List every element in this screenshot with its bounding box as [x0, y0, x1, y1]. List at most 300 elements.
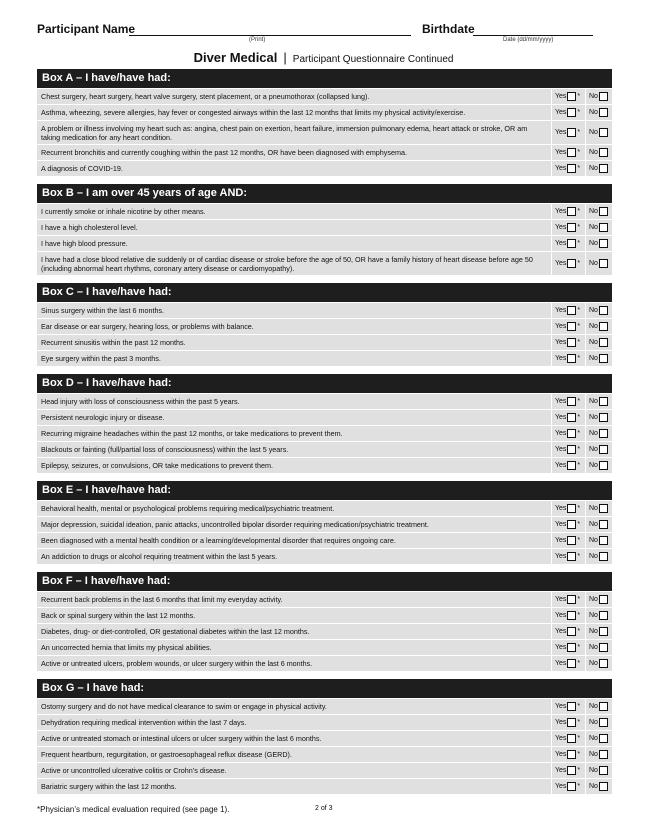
box-header: Box C – I have/have had:	[37, 283, 612, 302]
box-c	[37, 283, 612, 367]
title-separator: |	[283, 50, 287, 65]
box-header: Box B – I am over 45 years of age AND:	[37, 184, 612, 203]
no-checkbox[interactable]	[599, 207, 608, 216]
question-row	[37, 549, 612, 565]
yes-label: Yes	[555, 612, 567, 619]
no-checkbox[interactable]	[599, 782, 608, 791]
question-text: Bariatric surgery within the last 12 months.	[41, 782, 177, 791]
birthdate-label: Birthdate	[422, 22, 475, 36]
yes-label: Yes	[555, 93, 567, 100]
no-label: No	[589, 307, 598, 314]
no-checkbox[interactable]	[599, 338, 608, 347]
question-row	[37, 220, 612, 236]
no-checkbox[interactable]	[599, 92, 608, 101]
no-option	[585, 779, 612, 794]
yes-label: Yes	[555, 149, 567, 156]
yes-label: Yes	[555, 165, 567, 172]
yes-label: Yes	[555, 307, 567, 314]
no-checkbox[interactable]	[599, 643, 608, 652]
question-row	[37, 624, 612, 640]
yes-checkbox[interactable]	[567, 782, 576, 791]
yes-checkbox[interactable]	[567, 445, 576, 454]
yes-label: Yes	[555, 260, 567, 267]
question-text: Ear disease or ear surgery, hearing loss, or problems with balance.	[41, 322, 254, 331]
physician-required-mark: *	[577, 462, 581, 469]
yes-label: Yes	[555, 767, 567, 774]
question-text: Recurrent sinusitis within the past 12 months.	[41, 338, 186, 347]
yes-option	[551, 715, 585, 730]
physician-required-mark: *	[577, 240, 581, 247]
no-checkbox[interactable]	[599, 766, 608, 775]
no-option	[585, 89, 612, 104]
question-row	[37, 303, 612, 319]
yes-option	[551, 161, 585, 176]
question-row	[37, 426, 612, 442]
title-sub: Participant Questionnaire Continued	[292, 54, 454, 65]
no-checkbox[interactable]	[599, 734, 608, 743]
physician-required-mark: *	[577, 719, 581, 726]
physician-required-mark: *	[577, 93, 581, 100]
no-option	[585, 747, 612, 762]
yes-label: Yes	[555, 553, 567, 560]
no-label: No	[589, 414, 598, 421]
no-checkbox[interactable]	[599, 627, 608, 636]
document-title	[0, 50, 647, 65]
yes-option	[551, 410, 585, 425]
yes-option	[551, 517, 585, 532]
no-label: No	[589, 660, 598, 667]
yes-option	[551, 351, 585, 366]
yes-label: Yes	[555, 339, 567, 346]
no-label: No	[589, 355, 598, 362]
physician-required-mark: *	[577, 208, 581, 215]
no-label: No	[589, 323, 598, 330]
question-row	[37, 121, 612, 145]
yes-checkbox[interactable]	[567, 659, 576, 668]
no-option	[585, 533, 612, 548]
no-option	[585, 458, 612, 473]
questionnaire-boxes	[37, 69, 612, 802]
physician-required-mark: *	[577, 644, 581, 651]
no-label: No	[589, 129, 598, 136]
date-format-label: Date (dd/mm/yyyy)	[503, 37, 554, 43]
box-header: Box G – I have had:	[37, 679, 612, 698]
no-label: No	[589, 521, 598, 528]
yes-label: Yes	[555, 355, 567, 362]
no-option	[585, 303, 612, 318]
question-row	[37, 501, 612, 517]
yes-option	[551, 220, 585, 235]
yes-option	[551, 592, 585, 607]
no-option	[585, 763, 612, 778]
question-row	[37, 351, 612, 367]
yes-label: Yes	[555, 505, 567, 512]
question-text: I have had a close blood relative die suddenly or of cardiac disease or stroke before the age of 50, OR have a family history of heart disease before age 50 (including abnormal heart rhythms, coronary artery disease or cardiomyopathy).	[41, 254, 533, 273]
question-row	[37, 533, 612, 549]
question-row	[37, 699, 612, 715]
yes-option	[551, 549, 585, 564]
box-g	[37, 679, 612, 795]
yes-checkbox[interactable]	[567, 643, 576, 652]
physician-required-mark: *	[577, 767, 581, 774]
yes-option	[551, 394, 585, 409]
question-row	[37, 410, 612, 426]
yes-checkbox[interactable]	[567, 306, 576, 315]
box-header: Box F – I have/have had:	[37, 572, 612, 591]
no-label: No	[589, 553, 598, 560]
birthdate-field[interactable]	[473, 35, 593, 36]
no-option	[585, 220, 612, 235]
yes-option	[551, 747, 585, 762]
question-row	[37, 319, 612, 335]
no-checkbox[interactable]	[599, 306, 608, 315]
yes-checkbox[interactable]	[567, 718, 576, 727]
yes-label: Yes	[555, 208, 567, 215]
no-option	[585, 640, 612, 655]
yes-option	[551, 779, 585, 794]
no-label: No	[589, 93, 598, 100]
yes-option	[551, 319, 585, 334]
yes-checkbox[interactable]	[567, 766, 576, 775]
no-checkbox[interactable]	[599, 397, 608, 406]
yes-checkbox[interactable]	[567, 504, 576, 513]
yes-option	[551, 640, 585, 655]
physician-required-mark: *	[577, 165, 581, 172]
yes-checkbox[interactable]	[567, 536, 576, 545]
yes-checkbox[interactable]	[567, 595, 576, 604]
yes-checkbox[interactable]	[567, 92, 576, 101]
box-e	[37, 481, 612, 565]
no-option	[585, 592, 612, 607]
footer	[37, 805, 612, 814]
yes-label: Yes	[555, 240, 567, 247]
no-checkbox[interactable]	[599, 611, 608, 620]
physician-required-mark: *	[577, 430, 581, 437]
question-text: Sinus surgery within the last 6 months.	[41, 306, 165, 315]
yes-checkbox[interactable]	[567, 164, 576, 173]
yes-checkbox[interactable]	[567, 520, 576, 529]
question-row	[37, 458, 612, 474]
question-text: Recurring migraine headaches within the past 12 months, or take medications to prevent them.	[41, 429, 343, 438]
yes-checkbox[interactable]	[567, 148, 576, 157]
question-row	[37, 145, 612, 161]
physician-required-mark: *	[577, 446, 581, 453]
yes-checkbox[interactable]	[567, 223, 576, 232]
physician-required-mark: *	[577, 735, 581, 742]
box-b	[37, 184, 612, 276]
physician-required-mark: *	[577, 783, 581, 790]
no-option	[585, 517, 612, 532]
yes-label: Yes	[555, 129, 567, 136]
no-label: No	[589, 767, 598, 774]
no-option	[585, 161, 612, 176]
yes-option	[551, 763, 585, 778]
yes-option	[551, 731, 585, 746]
yes-label: Yes	[555, 751, 567, 758]
yes-label: Yes	[555, 537, 567, 544]
yes-checkbox[interactable]	[567, 734, 576, 743]
yes-option	[551, 145, 585, 160]
yes-checkbox[interactable]	[567, 552, 576, 561]
yes-option	[551, 105, 585, 120]
yes-option	[551, 533, 585, 548]
yes-label: Yes	[555, 660, 567, 667]
no-checkbox[interactable]	[599, 259, 608, 268]
no-checkbox[interactable]	[599, 354, 608, 363]
question-text: Eye surgery within the past 3 months.	[41, 354, 161, 363]
no-checkbox[interactable]	[599, 536, 608, 545]
physician-required-mark: *	[577, 109, 581, 116]
box-f	[37, 572, 612, 672]
no-label: No	[589, 751, 598, 758]
physician-required-mark: *	[577, 703, 581, 710]
question-text: I currently smoke or inhale nicotine by other means.	[41, 207, 206, 216]
no-checkbox[interactable]	[599, 461, 608, 470]
physician-required-mark: *	[577, 596, 581, 603]
yes-option	[551, 335, 585, 350]
yes-label: Yes	[555, 430, 567, 437]
question-row	[37, 442, 612, 458]
no-checkbox[interactable]	[599, 239, 608, 248]
box-d	[37, 374, 612, 474]
yes-checkbox[interactable]	[567, 397, 576, 406]
physician-required-mark: *	[577, 612, 581, 619]
no-label: No	[589, 430, 598, 437]
question-text: Active or untreated stomach or intestinal ulcers or ulcer surgery within the last 6 months.	[41, 734, 322, 743]
no-label: No	[589, 628, 598, 635]
question-text: Ostomy surgery and do not have medical clearance to swim or engage in physical activity.	[41, 702, 327, 711]
no-label: No	[589, 339, 598, 346]
no-checkbox[interactable]	[599, 552, 608, 561]
physician-required-mark: *	[577, 537, 581, 544]
question-row	[37, 731, 612, 747]
yes-option	[551, 426, 585, 441]
question-text: Dehydration requiring medical intervention within the last 7 days.	[41, 718, 247, 727]
no-label: No	[589, 109, 598, 116]
yes-option	[551, 89, 585, 104]
yes-checkbox[interactable]	[567, 354, 576, 363]
no-checkbox[interactable]	[599, 702, 608, 711]
question-row	[37, 335, 612, 351]
no-option	[585, 319, 612, 334]
no-checkbox[interactable]	[599, 148, 608, 157]
yes-checkbox[interactable]	[567, 239, 576, 248]
no-option	[585, 442, 612, 457]
no-option	[585, 624, 612, 639]
no-label: No	[589, 224, 598, 231]
no-label: No	[589, 240, 598, 247]
no-label: No	[589, 149, 598, 156]
footer-note: *Physician’s medical evaluation required (see page 1).	[37, 805, 230, 814]
question-text: I have a high cholesterol level.	[41, 223, 138, 232]
physician-required-mark: *	[577, 307, 581, 314]
yes-checkbox[interactable]	[567, 461, 576, 470]
no-option	[585, 501, 612, 516]
yes-label: Yes	[555, 735, 567, 742]
yes-checkbox[interactable]	[567, 429, 576, 438]
yes-option	[551, 501, 585, 516]
yes-option	[551, 252, 585, 275]
yes-checkbox[interactable]	[567, 207, 576, 216]
question-text: Frequent heartburn, regurgitation, or gastroesophageal reflux disease (GERD).	[41, 750, 292, 759]
no-label: No	[589, 783, 598, 790]
no-option	[585, 145, 612, 160]
question-row	[37, 161, 612, 177]
question-text: Active or uncontrolled ulcerative colitis or Crohn’s disease.	[41, 766, 227, 775]
question-text: Epilepsy, seizures, or convulsions, OR take medications to prevent them.	[41, 461, 273, 470]
yes-label: Yes	[555, 398, 567, 405]
physician-required-mark: *	[577, 339, 581, 346]
no-checkbox[interactable]	[599, 520, 608, 529]
physician-required-mark: *	[577, 553, 581, 560]
yes-label: Yes	[555, 783, 567, 790]
yes-option	[551, 121, 585, 144]
physician-required-mark: *	[577, 323, 581, 330]
yes-checkbox[interactable]	[567, 338, 576, 347]
no-checkbox[interactable]	[599, 718, 608, 727]
no-option	[585, 715, 612, 730]
no-checkbox[interactable]	[599, 750, 608, 759]
physician-required-mark: *	[577, 149, 581, 156]
no-checkbox[interactable]	[599, 659, 608, 668]
no-label: No	[589, 719, 598, 726]
question-text: Recurrent back problems in the last 6 months that limit my everyday activity.	[41, 595, 283, 604]
question-row	[37, 592, 612, 608]
yes-checkbox[interactable]	[567, 259, 576, 268]
page-number: 2 of 3	[315, 805, 333, 812]
no-checkbox[interactable]	[599, 413, 608, 422]
question-row	[37, 236, 612, 252]
yes-option	[551, 656, 585, 671]
physician-required-mark: *	[577, 751, 581, 758]
no-option	[585, 236, 612, 251]
no-label: No	[589, 398, 598, 405]
no-option	[585, 121, 612, 144]
no-option	[585, 394, 612, 409]
no-checkbox[interactable]	[599, 595, 608, 604]
no-label: No	[589, 644, 598, 651]
box-a	[37, 69, 612, 177]
yes-checkbox[interactable]	[567, 611, 576, 620]
question-row	[37, 89, 612, 105]
no-option	[585, 549, 612, 564]
physician-required-mark: *	[577, 521, 581, 528]
yes-checkbox[interactable]	[567, 702, 576, 711]
no-label: No	[589, 596, 598, 603]
yes-label: Yes	[555, 596, 567, 603]
no-option	[585, 105, 612, 120]
no-checkbox[interactable]	[599, 128, 608, 137]
yes-label: Yes	[555, 109, 567, 116]
no-checkbox[interactable]	[599, 164, 608, 173]
yes-checkbox[interactable]	[567, 128, 576, 137]
yes-label: Yes	[555, 628, 567, 635]
question-text: Head injury with loss of consciousness within the past 5 years.	[41, 397, 240, 406]
yes-label: Yes	[555, 719, 567, 726]
yes-checkbox[interactable]	[567, 413, 576, 422]
no-checkbox[interactable]	[599, 429, 608, 438]
question-text: Major depression, suicidal ideation, panic attacks, uncontrolled bipolar disorder requiring medication/psychiatric treatment.	[41, 520, 429, 529]
yes-option	[551, 236, 585, 251]
participant-name-field[interactable]	[129, 35, 411, 36]
question-text: A problem or illness involving my heart such as: angina, chest pain on exertion, heart failure, immersion pulmonary edema, heart attack or stroke, OR am taking medication for any heart condition.	[41, 123, 528, 142]
question-text: Back or spinal surgery within the last 12 months.	[41, 611, 196, 620]
yes-option	[551, 204, 585, 219]
yes-option	[551, 624, 585, 639]
yes-option	[551, 458, 585, 473]
question-row	[37, 252, 612, 276]
question-text: Been diagnosed with a mental health condition or a learning/developmental disorder that requires ongoing care.	[41, 536, 396, 545]
yes-label: Yes	[555, 462, 567, 469]
question-text: Blackouts or fainting (full/partial loss of consciousness) within the last 5 years.	[41, 445, 289, 454]
yes-label: Yes	[555, 414, 567, 421]
question-row	[37, 763, 612, 779]
question-row	[37, 204, 612, 220]
question-row	[37, 394, 612, 410]
no-checkbox[interactable]	[599, 223, 608, 232]
yes-label: Yes	[555, 703, 567, 710]
question-text: An addiction to drugs or alcohol requiring treatment within the last 5 years.	[41, 552, 278, 561]
no-label: No	[589, 165, 598, 172]
physician-required-mark: *	[577, 660, 581, 667]
no-checkbox[interactable]	[599, 108, 608, 117]
physician-required-mark: *	[577, 414, 581, 421]
box-header: Box D – I have/have had:	[37, 374, 612, 393]
yes-checkbox[interactable]	[567, 108, 576, 117]
box-header: Box A – I have/have had:	[37, 69, 612, 88]
box-header: Box E – I have/have had:	[37, 481, 612, 500]
yes-checkbox[interactable]	[567, 627, 576, 636]
no-option	[585, 351, 612, 366]
question-text: I have high blood pressure.	[41, 239, 128, 248]
yes-label: Yes	[555, 224, 567, 231]
no-option	[585, 656, 612, 671]
yes-option	[551, 442, 585, 457]
yes-label: Yes	[555, 446, 567, 453]
question-row	[37, 105, 612, 121]
question-row	[37, 517, 612, 533]
no-option	[585, 731, 612, 746]
physician-required-mark: *	[577, 129, 581, 136]
yes-checkbox[interactable]	[567, 750, 576, 759]
no-option	[585, 252, 612, 275]
question-text: Persistent neurologic injury or disease.	[41, 413, 165, 422]
no-checkbox[interactable]	[599, 322, 608, 331]
physician-required-mark: *	[577, 505, 581, 512]
yes-label: Yes	[555, 644, 567, 651]
yes-option	[551, 699, 585, 714]
question-text: Diabetes, drug- or diet-controlled, OR gestational diabetes within the last 12 months.	[41, 627, 310, 636]
yes-checkbox[interactable]	[567, 322, 576, 331]
yes-label: Yes	[555, 323, 567, 330]
participant-name-label: Participant Name	[37, 22, 136, 36]
no-checkbox[interactable]	[599, 504, 608, 513]
question-text: Behavioral health, mental or psychological problems requiring medical/psychiatric treatment.	[41, 504, 335, 513]
yes-label: Yes	[555, 521, 567, 528]
title-main: Diver Medical	[193, 50, 278, 65]
physician-required-mark: *	[577, 355, 581, 362]
no-label: No	[589, 537, 598, 544]
no-checkbox[interactable]	[599, 445, 608, 454]
no-label: No	[589, 208, 598, 215]
no-label: No	[589, 462, 598, 469]
no-label: No	[589, 703, 598, 710]
question-text: A diagnosis of COVID-19.	[41, 164, 123, 173]
question-text: An uncorrected hernia that limits my physical abilities.	[41, 643, 212, 652]
print-label: (Print)	[249, 37, 266, 43]
no-option	[585, 204, 612, 219]
question-row	[37, 640, 612, 656]
